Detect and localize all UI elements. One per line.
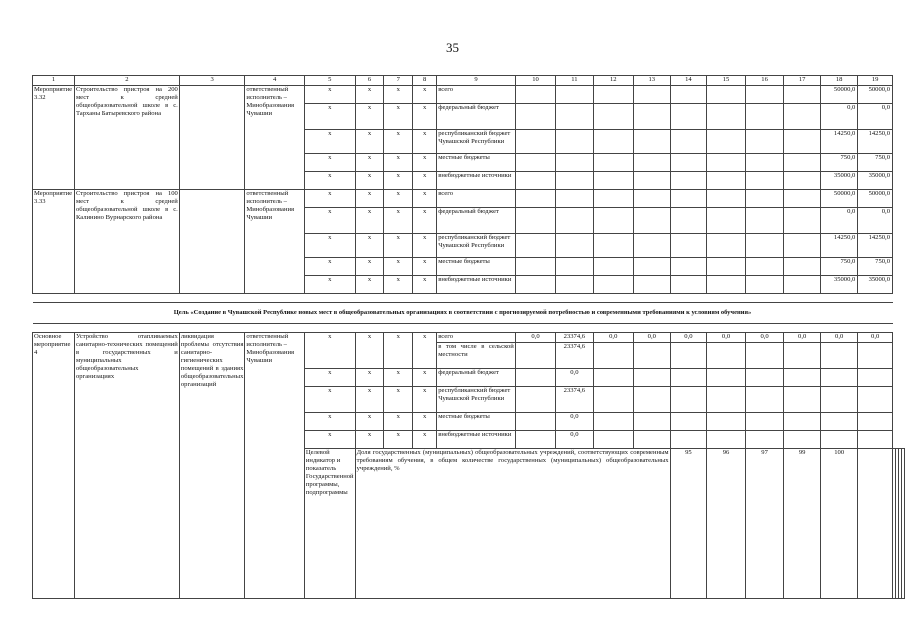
value-cell <box>633 413 670 431</box>
value-cell <box>593 413 633 431</box>
x-mark: x <box>304 104 355 130</box>
x-mark: x <box>384 208 413 234</box>
value-cell: 0,0 <box>515 333 555 343</box>
x-mark: x <box>413 333 437 369</box>
goal-row <box>33 303 905 324</box>
measure-executor: ответственный исполнитель – Минобразования Чувашии <box>245 190 305 294</box>
value-cell <box>784 190 821 208</box>
value-cell <box>633 172 670 190</box>
value-cell: 0,0 <box>784 333 821 343</box>
x-mark: x <box>355 154 384 172</box>
x-mark: x <box>304 276 355 294</box>
x-mark: x <box>304 234 355 258</box>
value-cell <box>515 130 555 154</box>
value-cell-19: 35000,0 <box>858 276 893 294</box>
table-row <box>33 86 905 104</box>
column-header: 8 <box>413 76 437 86</box>
goal-text: Цель «Создание в Чувашской Республике новых мест в общеобразовательных организациях в соответствии с прогнозируемой потребностью и современными требованиями к условиям обучения» <box>33 303 893 324</box>
x-mark: x <box>384 431 413 449</box>
x-mark: x <box>384 86 413 104</box>
value-cell: 0,0 <box>670 333 707 343</box>
indicator-value: 100 <box>820 449 857 599</box>
value-cell <box>670 343 707 369</box>
value-cell <box>707 172 746 190</box>
value-cell <box>784 234 821 258</box>
x-mark: x <box>413 130 437 154</box>
measure-name: Основное мероприятие 4 <box>33 333 75 599</box>
value-cell <box>670 413 707 431</box>
measure-col3 <box>179 86 245 190</box>
value-cell <box>745 104 784 130</box>
x-mark: x <box>304 387 355 413</box>
value-cell-19: 750,0 <box>858 154 893 172</box>
funding-source: внебюджетные источники <box>437 276 516 294</box>
funding-source: федеральный бюджет <box>437 208 516 234</box>
page-number: 35 <box>446 40 459 55</box>
column-header: 17 <box>784 76 821 86</box>
column-header: 19 <box>858 76 893 86</box>
value-cell <box>707 190 746 208</box>
x-mark: x <box>384 387 413 413</box>
indicator-value: 95 <box>670 449 707 599</box>
value-cell <box>784 387 821 413</box>
value-cell-19: 750,0 <box>858 258 893 276</box>
value-cell-18: 35000,0 <box>820 172 857 190</box>
x-mark: x <box>413 172 437 190</box>
value-cell <box>707 258 746 276</box>
value-cell <box>858 449 893 599</box>
column-header: 15 <box>707 76 746 86</box>
value-cell <box>515 369 555 387</box>
value-cell <box>593 190 633 208</box>
value-cell <box>707 369 746 387</box>
indicator-value: 97 <box>745 449 784 599</box>
value-cell <box>515 276 555 294</box>
column-header: 5 <box>304 76 355 86</box>
x-mark: x <box>355 104 384 130</box>
indicator-text: Доля государственных (муниципальных) общеобразовательных учреждений, соответствующих современным требованиям обучения, в общем количестве государственных (муниципальных) общеобразовательных учреждений, % <box>355 449 670 599</box>
x-mark: x <box>304 130 355 154</box>
value-cell <box>633 86 670 104</box>
value-cell <box>707 276 746 294</box>
x-mark: x <box>304 431 355 449</box>
x-mark: x <box>304 208 355 234</box>
value-cell-11: 23374,6 <box>556 387 593 413</box>
value-cell <box>820 431 857 449</box>
value-cell <box>820 387 857 413</box>
value-cell <box>745 208 784 234</box>
value-cell <box>593 343 633 369</box>
value-cell-18: 0,0 <box>820 208 857 234</box>
value-cell <box>515 208 555 234</box>
x-mark: x <box>355 413 384 431</box>
value-cell <box>707 431 746 449</box>
x-mark: x <box>355 387 384 413</box>
value-cell: 0,0 <box>858 333 893 343</box>
x-mark: x <box>355 130 384 154</box>
value-cell <box>633 130 670 154</box>
value-cell: 0,0 <box>745 333 784 343</box>
x-mark: x <box>355 258 384 276</box>
x-mark: x <box>304 333 355 369</box>
column-header: 18 <box>820 76 857 86</box>
value-cell <box>515 172 555 190</box>
value-cell <box>670 86 707 104</box>
funding-source: внебюджетные источники <box>437 172 516 190</box>
measure-description: Строительство пристроя на 100 мест к средней общеобразовательной школе в с. Калинино Вурнарского района <box>74 190 179 294</box>
value-cell <box>515 413 555 431</box>
value-cell <box>515 104 555 130</box>
value-cell-18: 0,0 <box>820 104 857 130</box>
value-cell <box>707 208 746 234</box>
value-cell <box>745 172 784 190</box>
value-cell <box>633 276 670 294</box>
funding-source: республиканский бюджет Чувашской Республики <box>437 234 516 258</box>
x-mark: x <box>384 413 413 431</box>
x-mark: x <box>413 276 437 294</box>
x-mark: x <box>355 333 384 369</box>
x-mark: x <box>304 413 355 431</box>
value-cell-11: 0,0 <box>556 369 593 387</box>
value-cell <box>707 234 746 258</box>
measure-description: Строительство пристроя на 200 мест к средней общеобразовательной школе в с. Тарханы Батыревского района <box>74 86 179 190</box>
value-cell <box>670 431 707 449</box>
x-mark: x <box>355 172 384 190</box>
measure-executor: ответственный исполнитель – Минобразования Чувашии <box>245 86 305 190</box>
x-mark: x <box>355 86 384 104</box>
value-cell-19: 0,0 <box>858 104 893 130</box>
value-cell <box>745 387 784 413</box>
value-cell <box>556 172 593 190</box>
indicator-value: 96 <box>707 449 746 599</box>
value-cell <box>593 130 633 154</box>
x-mark: x <box>355 276 384 294</box>
value-cell <box>593 276 633 294</box>
value-cell <box>745 154 784 172</box>
value-cell <box>556 208 593 234</box>
value-cell <box>670 154 707 172</box>
value-cell <box>593 86 633 104</box>
value-cell <box>784 172 821 190</box>
value-cell-18: 14250,0 <box>820 130 857 154</box>
value-cell <box>784 154 821 172</box>
value-cell-18: 14250,0 <box>820 234 857 258</box>
value-cell <box>515 234 555 258</box>
value-cell-11: 23374,6 <box>556 343 593 369</box>
spacer-row <box>33 324 905 333</box>
value-cell <box>670 208 707 234</box>
value-cell <box>745 413 784 431</box>
x-mark: x <box>304 369 355 387</box>
x-mark: x <box>384 333 413 369</box>
value-cell <box>670 258 707 276</box>
value-cell <box>670 104 707 130</box>
value-cell <box>707 413 746 431</box>
value-cell <box>593 208 633 234</box>
measure-col3 <box>179 190 245 294</box>
indicator-value: 99 <box>784 449 821 599</box>
value-cell <box>707 104 746 130</box>
x-mark: x <box>384 190 413 208</box>
column-header: 10 <box>515 76 555 86</box>
value-cell-19: 14250,0 <box>858 130 893 154</box>
value-cell <box>784 413 821 431</box>
x-mark: x <box>304 86 355 104</box>
column-header: 16 <box>745 76 784 86</box>
value-cell <box>670 387 707 413</box>
value-cell <box>707 154 746 172</box>
value-cell <box>556 154 593 172</box>
value-cell <box>784 276 821 294</box>
value-cell <box>593 172 633 190</box>
value-cell <box>633 234 670 258</box>
column-header: 7 <box>384 76 413 86</box>
value-cell <box>902 449 905 599</box>
x-mark: x <box>413 86 437 104</box>
value-cell <box>707 343 746 369</box>
value-cell <box>820 369 857 387</box>
value-cell-19: 35000,0 <box>858 172 893 190</box>
value-cell: 0,0 <box>820 333 857 343</box>
funding-source: в том числе в сельской местности <box>437 343 516 369</box>
value-cell <box>670 276 707 294</box>
value-cell <box>707 86 746 104</box>
x-mark: x <box>413 208 437 234</box>
value-cell <box>670 172 707 190</box>
x-mark: x <box>304 190 355 208</box>
value-cell <box>556 190 593 208</box>
x-mark: x <box>355 369 384 387</box>
value-cell <box>515 258 555 276</box>
value-cell <box>784 208 821 234</box>
value-cell <box>745 431 784 449</box>
value-cell-18: 35000,0 <box>820 276 857 294</box>
value-cell-19: 50000,0 <box>858 86 893 104</box>
value-cell <box>670 369 707 387</box>
measure-description: Устройство отапливаемых санитарно-технических помещений в государственных и муниципальных общеобразовательных организациях <box>74 333 179 599</box>
value-cell <box>633 431 670 449</box>
value-cell <box>670 190 707 208</box>
value-cell <box>515 431 555 449</box>
value-cell <box>670 130 707 154</box>
value-cell <box>858 387 893 413</box>
x-mark: x <box>384 234 413 258</box>
value-cell <box>784 104 821 130</box>
value-cell <box>820 413 857 431</box>
value-cell <box>745 343 784 369</box>
x-mark: x <box>304 172 355 190</box>
x-mark: x <box>413 413 437 431</box>
value-cell <box>707 130 746 154</box>
value-cell <box>820 343 857 369</box>
value-cell <box>707 387 746 413</box>
table-row <box>33 333 905 343</box>
x-mark: x <box>413 258 437 276</box>
value-cell <box>633 258 670 276</box>
column-header: 13 <box>633 76 670 86</box>
value-cell: 0,0 <box>593 333 633 343</box>
value-cell: 0,0 <box>707 333 746 343</box>
value-cell: 0,0 <box>633 333 670 343</box>
x-mark: x <box>413 387 437 413</box>
value-cell <box>515 190 555 208</box>
x-mark: x <box>413 234 437 258</box>
value-cell-18: 50000,0 <box>820 190 857 208</box>
value-cell <box>593 104 633 130</box>
value-cell <box>556 86 593 104</box>
value-cell <box>858 431 893 449</box>
value-cell <box>858 413 893 431</box>
value-cell-11: 0,0 <box>556 413 593 431</box>
funding-source: местные бюджеты <box>437 154 516 172</box>
value-cell <box>556 258 593 276</box>
value-cell <box>633 343 670 369</box>
table-row <box>33 190 905 208</box>
value-cell <box>515 154 555 172</box>
value-cell: 23374,6 <box>556 333 593 343</box>
value-cell <box>745 130 784 154</box>
x-mark: x <box>304 154 355 172</box>
value-cell <box>633 104 670 130</box>
x-mark: x <box>384 258 413 276</box>
value-cell <box>858 369 893 387</box>
value-cell <box>858 343 893 369</box>
value-cell <box>556 276 593 294</box>
value-cell <box>784 130 821 154</box>
value-cell <box>633 154 670 172</box>
value-cell <box>745 86 784 104</box>
x-mark: x <box>413 369 437 387</box>
value-cell <box>556 130 593 154</box>
column-header: 14 <box>670 76 707 86</box>
column-header: 2 <box>74 76 179 86</box>
funding-source: федеральный бюджет <box>437 104 516 130</box>
spacer-row <box>33 294 905 303</box>
column-header: 6 <box>355 76 384 86</box>
measure-col3: ликвидация проблемы отсутствия санитарно-гигиенических помещений в зданиях общеобразовательных организаций <box>179 333 245 599</box>
column-header: 12 <box>593 76 633 86</box>
value-cell-19: 0,0 <box>858 208 893 234</box>
x-mark: x <box>355 190 384 208</box>
x-mark: x <box>384 172 413 190</box>
value-cell-19: 14250,0 <box>858 234 893 258</box>
value-cell <box>593 431 633 449</box>
value-cell <box>515 86 555 104</box>
x-mark: x <box>384 154 413 172</box>
column-header: 3 <box>179 76 245 86</box>
value-cell-18: 50000,0 <box>820 86 857 104</box>
value-cell <box>593 387 633 413</box>
value-cell <box>784 369 821 387</box>
value-cell <box>593 369 633 387</box>
value-cell <box>745 258 784 276</box>
x-mark: x <box>304 258 355 276</box>
x-mark: x <box>384 104 413 130</box>
value-cell <box>633 369 670 387</box>
column-header: 4 <box>245 76 305 86</box>
funding-source: всего <box>437 190 516 208</box>
funding-source: местные бюджеты <box>437 258 516 276</box>
x-mark: x <box>384 276 413 294</box>
x-mark: x <box>413 154 437 172</box>
value-cell <box>593 258 633 276</box>
measure-executor: ответственный исполнитель – Минобразования Чувашии <box>245 333 305 599</box>
x-mark: x <box>384 369 413 387</box>
funding-source: местные бюджеты <box>437 413 516 431</box>
column-header: 9 <box>437 76 516 86</box>
value-cell-18: 750,0 <box>820 258 857 276</box>
value-cell <box>745 190 784 208</box>
value-cell <box>633 387 670 413</box>
program-table <box>32 75 905 599</box>
value-cell <box>784 343 821 369</box>
x-mark: x <box>413 104 437 130</box>
value-cell <box>745 234 784 258</box>
funding-source: республиканский бюджет Чувашской Республики <box>437 387 516 413</box>
funding-source: федеральный бюджет <box>437 369 516 387</box>
value-cell <box>556 104 593 130</box>
value-cell <box>593 154 633 172</box>
column-header: 1 <box>33 76 75 86</box>
value-cell <box>633 190 670 208</box>
value-cell <box>784 258 821 276</box>
header-row <box>33 76 905 86</box>
value-cell <box>745 369 784 387</box>
value-cell <box>593 234 633 258</box>
x-mark: x <box>355 234 384 258</box>
x-mark: x <box>384 130 413 154</box>
x-mark: x <box>413 431 437 449</box>
indicator-name: Целевой индикатор и показатель Государственной программы, подпрограммы <box>304 449 355 599</box>
value-cell <box>670 234 707 258</box>
value-cell <box>633 208 670 234</box>
value-cell <box>745 276 784 294</box>
value-cell-19: 50000,0 <box>858 190 893 208</box>
value-cell-11: 0,0 <box>556 431 593 449</box>
value-cell <box>515 343 555 369</box>
value-cell <box>784 431 821 449</box>
funding-source: внебюджетные источники <box>437 431 516 449</box>
value-cell <box>784 86 821 104</box>
value-cell <box>556 234 593 258</box>
x-mark: x <box>355 208 384 234</box>
measure-name: Мероприятие 3.32 <box>33 86 75 190</box>
x-mark: x <box>355 431 384 449</box>
column-header: 11 <box>556 76 593 86</box>
x-mark: x <box>413 190 437 208</box>
funding-source: всего <box>437 86 516 104</box>
value-cell-18: 750,0 <box>820 154 857 172</box>
funding-source: республиканский бюджет Чувашской Республики <box>437 130 516 154</box>
value-cell <box>515 387 555 413</box>
measure-name: Мероприятие 3.33 <box>33 190 75 294</box>
funding-source: всего <box>437 333 516 343</box>
